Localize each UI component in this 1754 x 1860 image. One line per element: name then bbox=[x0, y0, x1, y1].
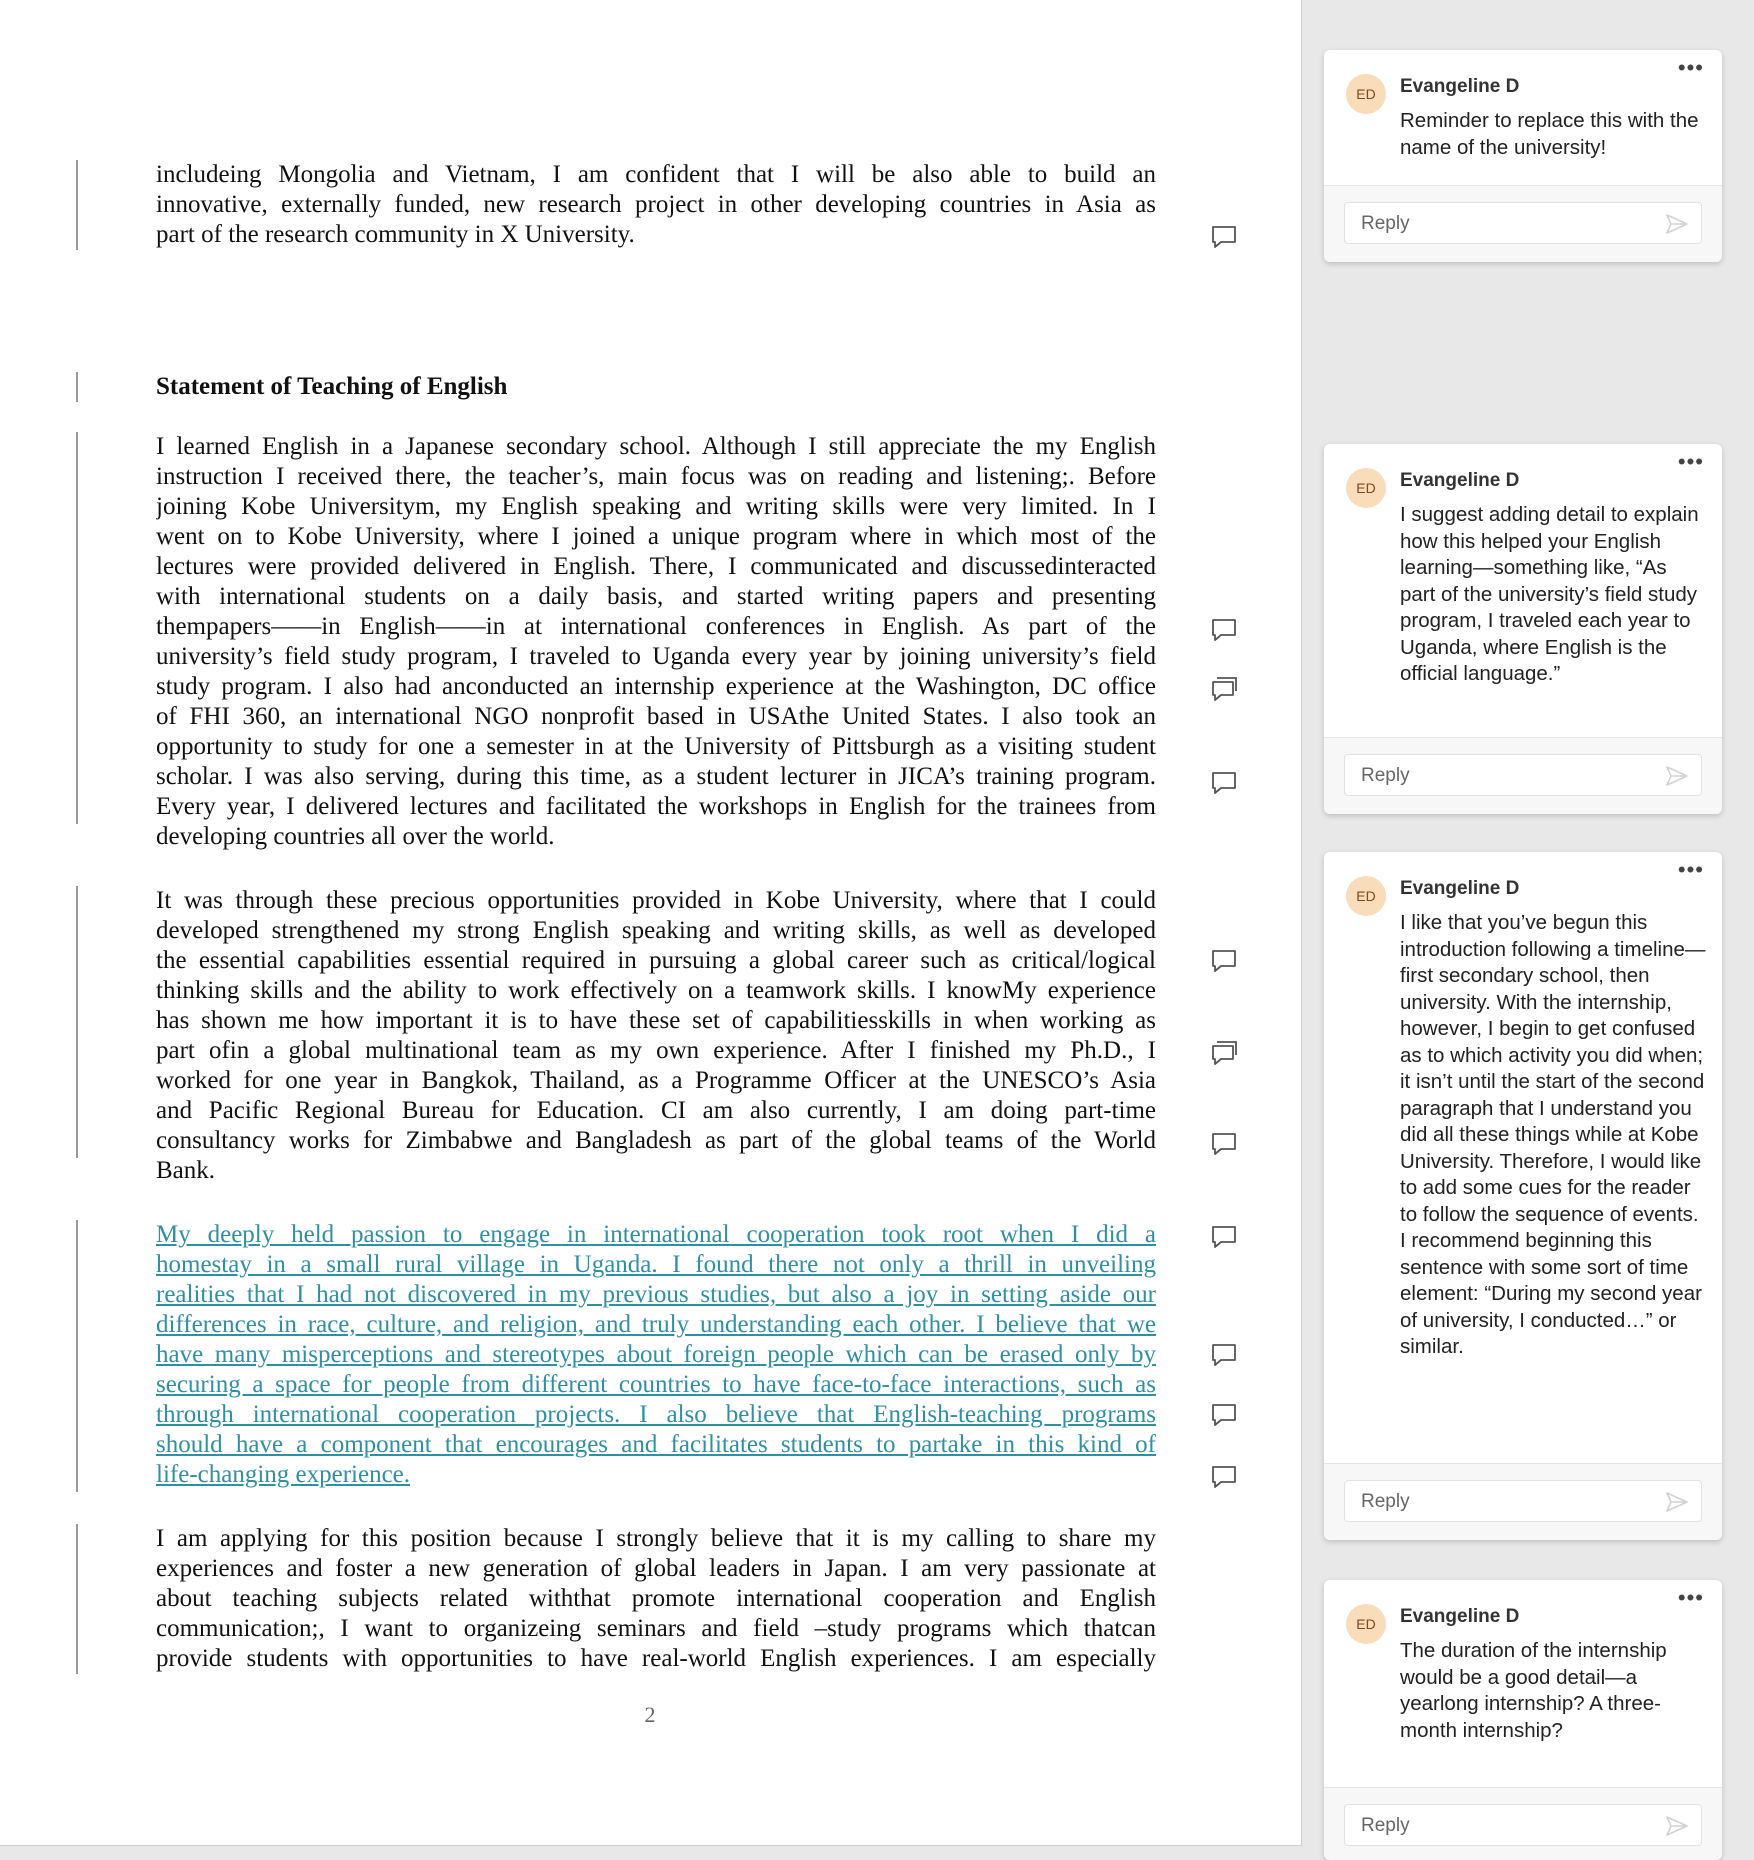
more-options-icon[interactable]: ••• bbox=[1677, 1585, 1704, 1610]
reply-placeholder: Reply bbox=[1361, 1815, 1410, 1836]
reply-input[interactable] bbox=[1344, 754, 1702, 796]
send-icon[interactable] bbox=[1665, 213, 1689, 240]
text-line: lectures were provided delivered in English. There, I communicated and discussedinteracted bbox=[156, 553, 1156, 580]
text-line: worked for one year in Bangkok, Thailand, as a Programme Officer at the UNESCO’s Asia bbox=[156, 1067, 1156, 1094]
more-options-icon[interactable]: ••• bbox=[1677, 55, 1704, 80]
text-line: has shown me how important it is to have these set of capabilitiesskills in when working as bbox=[156, 1007, 1156, 1034]
text-line: part ofin a global multinational team as my own experience. After I finished my Ph.D., I bbox=[156, 1037, 1156, 1064]
text-line: provide students with opportunities to have real-world English experiences. I am especially bbox=[156, 1645, 1156, 1672]
avatar: ED bbox=[1346, 1604, 1386, 1644]
text-line: securing a space for people from different countries to have face-to-face interactions, such as bbox=[156, 1371, 1156, 1398]
text-line: with international students on a daily basis, and started writing papers and presenting bbox=[156, 583, 1156, 610]
section-heading[interactable] bbox=[156, 372, 1156, 402]
reply-placeholder: Reply bbox=[1361, 1491, 1410, 1512]
comment-card[interactable] bbox=[1324, 1580, 1722, 1860]
reply-area bbox=[1324, 185, 1722, 262]
reply-input[interactable] bbox=[1344, 202, 1702, 244]
text-line: went on to Kobe University, where I joined a unique program where in which most of the bbox=[156, 523, 1156, 550]
text-line: developed strengthened my strong English speaking and writing skills, as well as developed bbox=[156, 917, 1156, 944]
comment-marker-icon[interactable] bbox=[1210, 948, 1238, 974]
text-line: communication;, I want to organizeing seminars and field –study programs which thatcan bbox=[156, 1615, 1156, 1642]
send-icon[interactable] bbox=[1665, 765, 1689, 792]
text-line: should have a component that encourages and facilitates students to partake in this kind of bbox=[156, 1431, 1156, 1458]
comment-text: I suggest adding detail to explain how this helped your English learning—something like, “As part of the university’s field study program, I traveled each year to Uganda, where English is the official language.” bbox=[1400, 503, 1699, 685]
comment-author: Evangeline D bbox=[1400, 878, 1520, 899]
paragraph-inserted-passion[interactable] bbox=[156, 1220, 1156, 1490]
text-line: It was through these precious opportunities provided in Kobe University, where that I could bbox=[156, 887, 1156, 914]
comment-card[interactable] bbox=[1324, 444, 1722, 814]
more-options-icon[interactable]: ••• bbox=[1677, 449, 1704, 474]
text-line: experiences and foster a new generation of global leaders in Japan. I am very passionate at bbox=[156, 1555, 1156, 1582]
text-line: opportunity to study for one a semester in at the University of Pittsburgh as a visiting student bbox=[156, 733, 1156, 760]
comment-author: Evangeline D bbox=[1400, 470, 1520, 491]
paragraph-closing-research[interactable] bbox=[156, 160, 1156, 250]
send-icon[interactable] bbox=[1665, 1491, 1689, 1518]
change-bar bbox=[76, 886, 78, 1158]
reply-input[interactable] bbox=[1344, 1480, 1702, 1522]
text-line: differences in race, culture, and religion, and truly understanding each other. I believe that we bbox=[156, 1311, 1156, 1338]
text-line: and Pacific Regional Bureau for Education. CI am also currently, I am doing part-time bbox=[156, 1097, 1156, 1124]
text-line: scholar. I was also serving, during this time, as a student lecturer in JICA’s training program. bbox=[156, 763, 1156, 790]
comment-marker-icon[interactable] bbox=[1210, 1224, 1238, 1250]
text-line: thinking skills and the ability to work effectively on a teamwork skills. I knowMy experience bbox=[156, 977, 1156, 1004]
send-icon[interactable] bbox=[1665, 1815, 1689, 1842]
comment-text: I like that you’ve begun this introduction following a timeline—first secondary school, then university. With the internship, however, I begin to get confused as to which activity you did when; it isn’t until the start of the second paragraph that I understand you did all these things while at Kobe University. Therefore, I would like to add some cues for the reader to follow the sequence of events. I recommend beginning this sentence with some sort of time element: “During my second year of university, I conducted…” or similar. bbox=[1400, 911, 1706, 1358]
avatar: ED bbox=[1346, 876, 1386, 916]
comment-marker-icon[interactable] bbox=[1210, 1131, 1238, 1157]
text-line: through international cooperation projects. I also believe that English-teaching programs bbox=[156, 1401, 1156, 1428]
text-line: university’s field study program, I traveled to Uganda every year by joining university’s field bbox=[156, 643, 1156, 670]
comment-marker-icon[interactable] bbox=[1210, 617, 1238, 643]
comment-text: Reminder to replace this with the name of the university! bbox=[1400, 109, 1699, 159]
page-number: 2 bbox=[644, 1702, 656, 1727]
reply-area bbox=[1324, 1787, 1722, 1860]
change-bar bbox=[76, 1524, 78, 1674]
text-line: life-changing experience. bbox=[156, 1461, 411, 1488]
reply-area bbox=[1324, 737, 1722, 814]
text-line: consultancy works for Zimbabwe and Bangladesh as part of the global teams of the World bbox=[156, 1127, 1156, 1154]
comment-card[interactable] bbox=[1324, 852, 1722, 1540]
comment-marker-icon[interactable] bbox=[1210, 770, 1238, 796]
reply-area bbox=[1324, 1463, 1722, 1540]
avatar: ED bbox=[1346, 468, 1386, 508]
comment-multiple-marker-icon[interactable] bbox=[1210, 676, 1238, 702]
text-line: innovative, externally funded, new research project in other developing countries in Asia as bbox=[156, 191, 1156, 218]
text-line: part of the research community in X University. bbox=[156, 221, 635, 248]
text-line: about teaching subjects related withthat promote international cooperation and English bbox=[156, 1585, 1156, 1612]
text-line: Bank. bbox=[156, 1157, 216, 1184]
text-line: have many misperceptions and stereotypes about foreign people which can be erased only by bbox=[156, 1341, 1156, 1368]
comment-author: Evangeline D bbox=[1400, 76, 1520, 97]
text-line: homestay in a small rural village in Uganda. I found there not only a thrill in unveiling bbox=[156, 1251, 1156, 1278]
comment-marker-icon[interactable] bbox=[1210, 1464, 1238, 1490]
text-line: I am applying for this position because I strongly believe that it is my calling to share my bbox=[156, 1525, 1156, 1552]
reply-placeholder: Reply bbox=[1361, 213, 1410, 234]
change-bar bbox=[76, 432, 78, 824]
comment-text: The duration of the internship would be a good detail—a yearlong internship? A three-month internship? bbox=[1400, 1639, 1667, 1742]
text-line: joining Kobe Universitym, my English speaking and writing skills were very limited. In I bbox=[156, 493, 1156, 520]
comments-pane bbox=[1302, 0, 1754, 1860]
comment-author: Evangeline D bbox=[1400, 1606, 1520, 1627]
comment-card[interactable] bbox=[1324, 50, 1722, 262]
text-line: of FHI 360, an international NGO nonprofit based in USAthe United States. I also took an bbox=[156, 703, 1156, 730]
text-line: instruction I received there, the teacher’s, main focus was on reading and listening;. Before bbox=[156, 463, 1156, 490]
heading-text: Statement of Teaching of English bbox=[156, 373, 508, 400]
change-bar bbox=[76, 372, 78, 402]
change-bar bbox=[76, 160, 78, 250]
text-line: My deeply held passion to engage in international cooperation took root when I did a bbox=[156, 1221, 1156, 1248]
comment-multiple-marker-icon[interactable] bbox=[1210, 1040, 1238, 1066]
text-line: Every year, I delivered lectures and facilitated the workshops in English for the trainees from bbox=[156, 793, 1156, 820]
text-line: thempapers——in English——in at international conferences in English. As part of the bbox=[156, 613, 1156, 640]
text-line: includeing Mongolia and Vietnam, I am confident that I will be also able to build an bbox=[156, 161, 1156, 188]
paragraph-opportunities[interactable] bbox=[156, 886, 1156, 1186]
avatar: ED bbox=[1346, 74, 1386, 114]
text-line: the essential capabilities essential required in pursuing a global career such as critical/logical bbox=[156, 947, 1156, 974]
more-options-icon[interactable]: ••• bbox=[1677, 857, 1704, 882]
comment-marker-icon[interactable] bbox=[1210, 1342, 1238, 1368]
text-line: I learned English in a Japanese secondary school. Although I still appreciate the my English bbox=[156, 433, 1156, 460]
paragraph-learning-english[interactable] bbox=[156, 432, 1156, 852]
text-line: study program. I also had anconducted an internship experience at the Washington, DC office bbox=[156, 673, 1156, 700]
text-line: realities that I had not discovered in my previous studies, but also a joy in setting aside our bbox=[156, 1281, 1156, 1308]
text-line: developing countries all over the world. bbox=[156, 823, 555, 850]
change-bar bbox=[76, 1220, 78, 1492]
reply-placeholder: Reply bbox=[1361, 765, 1410, 786]
reply-input[interactable] bbox=[1344, 1804, 1702, 1846]
comment-marker-icon[interactable] bbox=[1210, 224, 1238, 250]
comment-marker-icon[interactable] bbox=[1210, 1402, 1238, 1428]
paragraph-applying[interactable] bbox=[156, 1524, 1156, 1674]
